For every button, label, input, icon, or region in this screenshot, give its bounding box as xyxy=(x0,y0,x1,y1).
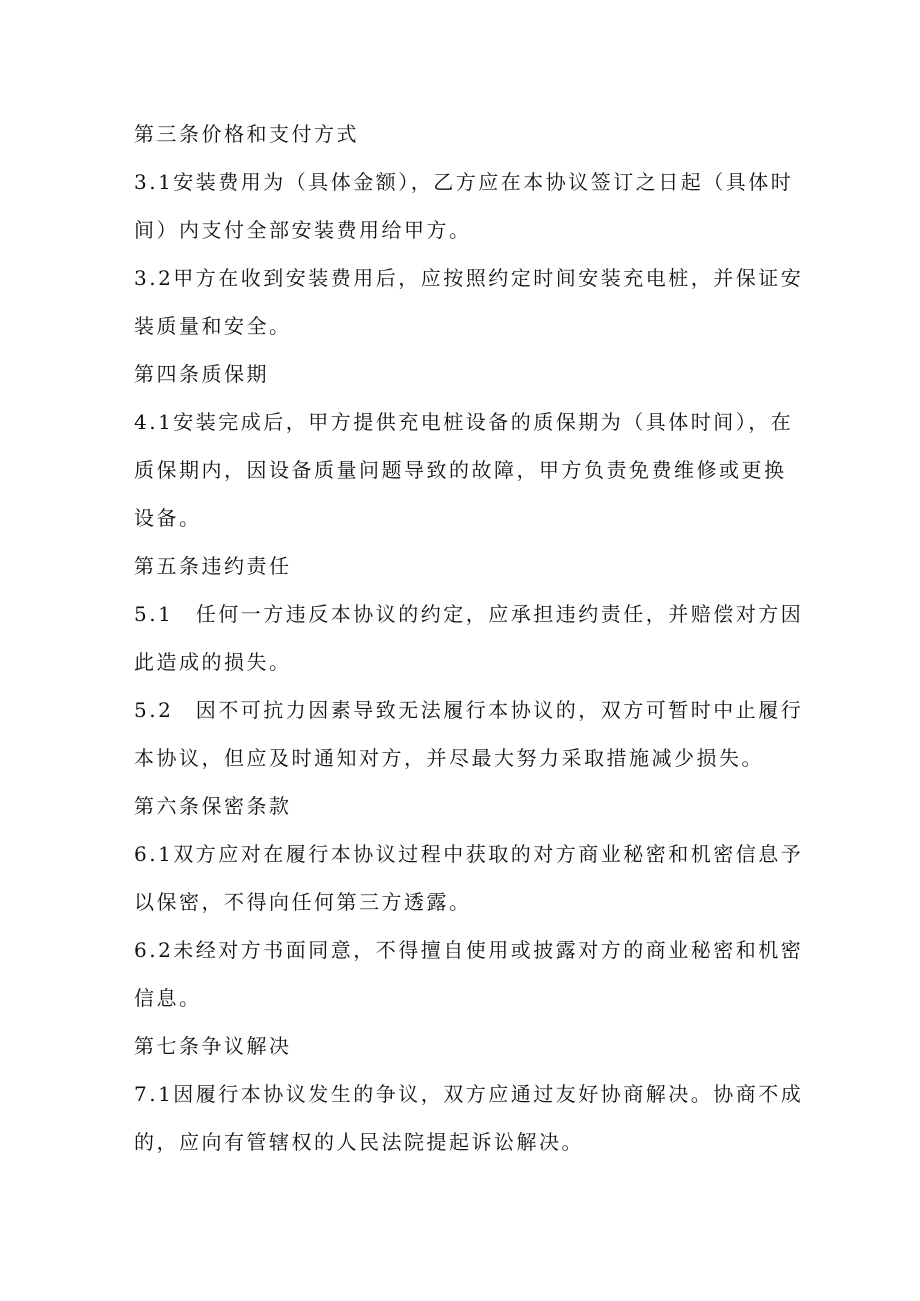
paragraph-line: 3.1安装费用为（具体金额），乙方应在本协议签订之日起（具体时 xyxy=(134,170,794,194)
paragraph-line: 6.2未经对方书面同意，不得擅自使用或披露对方的商业秘密和机密 xyxy=(134,938,804,962)
paragraph-line: 装质量和安全。 xyxy=(134,314,292,338)
paragraph-line: 质保期内，因设备质量问题导致的故障，甲方负责免费维修或更换 xyxy=(134,458,787,482)
paragraph-line: 的，应向有管辖权的人民法院提起诉讼解决。 xyxy=(134,1130,584,1154)
section-heading-3: 第三条价格和支付方式 xyxy=(134,122,359,146)
paragraph-line: 本协议，但应及时通知对方，并尽最大努力采取措施减少损失。 xyxy=(134,746,764,770)
paragraph-line: 5.2 因不可抗力因素导致无法履行本协议的，双方可暂时中止履行 xyxy=(134,698,804,722)
paragraph-line: 设备。 xyxy=(134,506,202,530)
section-heading-7: 第七条争议解决 xyxy=(134,1034,292,1058)
paragraph-line: 3.2甲方在收到安装费用后，应按照约定时间安装充电桩，并保证安 xyxy=(134,266,804,290)
section-heading-4: 第四条质保期 xyxy=(134,362,269,386)
paragraph-line: 6.1双方应对在履行本协议过程中获取的对方商业秘密和机密信息予 xyxy=(134,842,804,866)
section-heading-5: 第五条违约责任 xyxy=(134,554,292,578)
paragraph-line: 以保密，不得向任何第三方透露。 xyxy=(134,890,472,914)
section-heading-6: 第六条保密条款 xyxy=(134,794,292,818)
paragraph-line: 此造成的损失。 xyxy=(134,650,292,674)
paragraph-line: 4.1安装完成后，甲方提供充电桩设备的质保期为（具体时间），在 xyxy=(134,410,794,434)
document-body xyxy=(134,110,804,1166)
paragraph-line: 信息。 xyxy=(134,986,202,1010)
paragraph-line: 间）内支付全部安装费用给甲方。 xyxy=(134,218,472,242)
paragraph-line: 7.1因履行本协议发生的争议，双方应通过友好协商解决。协商不成 xyxy=(134,1082,804,1106)
paragraph-line: 5.1 任何一方违反本协议的约定，应承担违约责任，并赔偿对方因 xyxy=(134,602,804,626)
